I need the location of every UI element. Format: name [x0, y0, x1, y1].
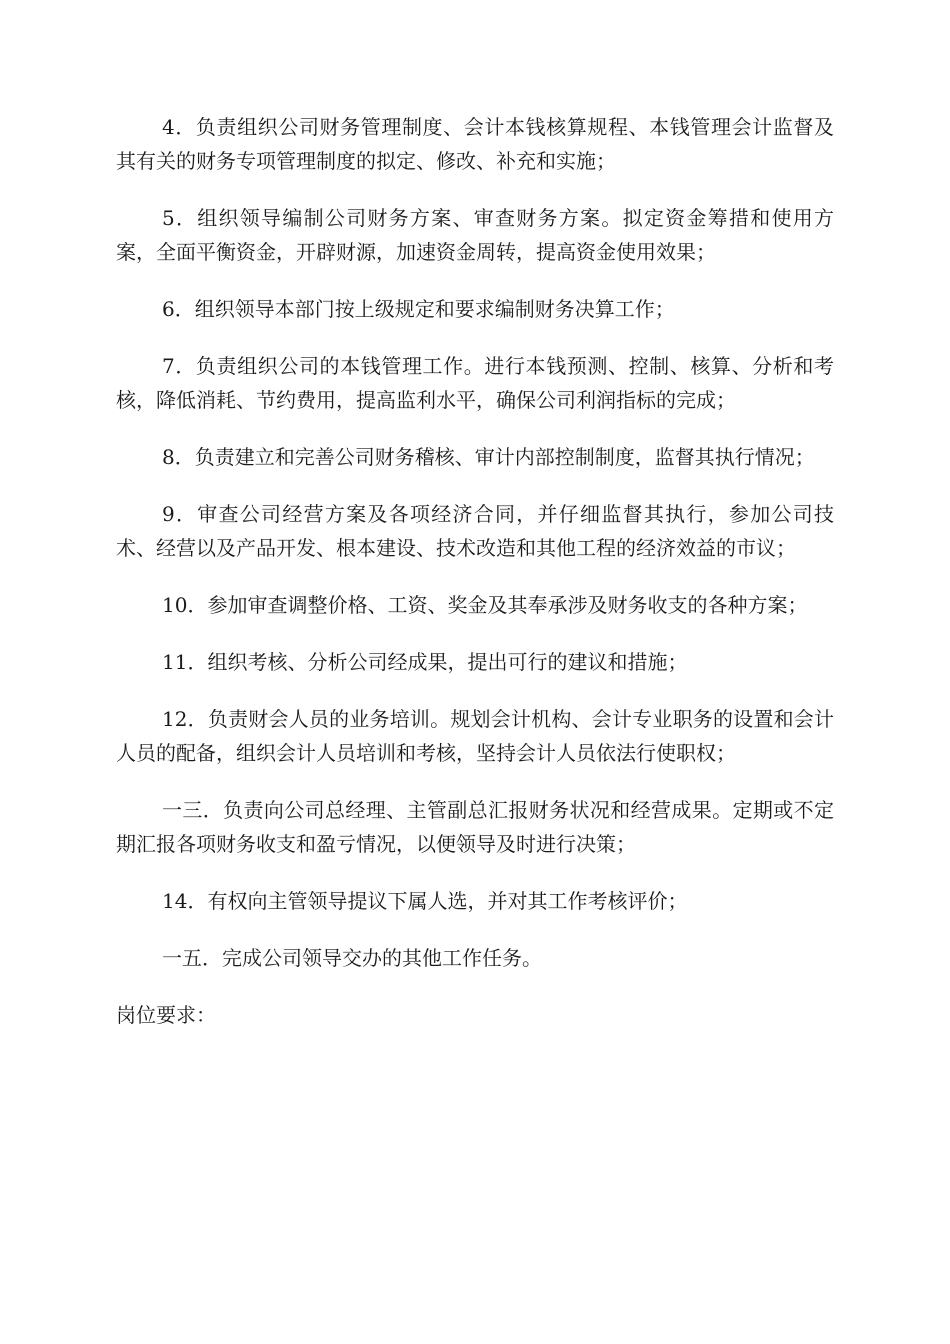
duty-item-15: 一五．完成公司领导交办的其他工作任务。	[162, 946, 542, 970]
duty-item-11: 11．组织考核、分析公司经成果，提出可行的建议和措施；	[162, 650, 688, 674]
document-body	[116, 110, 834, 1055]
duty-item-13: 一三．负责向公司总经理、主管副总汇报财务状况和经营成果。定期或不定期汇报各项财务收支和盈亏情况，以便领导及时进行决策；	[116, 798, 834, 856]
duty-item-9: 9．审查公司经营方案及各项经济合同，并仔细监督其执行，参加公司技术、经营以及产品开发、根本建设、技术改造和其他工程的经济效益的市议；	[116, 502, 834, 560]
duty-item-6: 6．组织领导本部门按上级规定和要求编制财务决算工作；	[162, 297, 675, 321]
section-heading-job-requirements: 岗位要求：	[116, 1003, 216, 1027]
duty-item-7: 7．负责组织公司的本钱管理工作。进行本钱预测、控制、核算、分析和考核，降低消耗、节约费用，提高监利水平，确保公司利润指标的完成；	[116, 354, 834, 412]
duty-item-12: 12．负责财会人员的业务培训。规划会计机构、会计专业职务的设置和会计人员的配备，组织会计人员培训和考核，坚持会计人员依法行使职权；	[116, 707, 834, 765]
duty-item-5: 5．组织领导编制公司财务方案、审查财务方案。拟定资金筹措和使用方案，全面平衡资金，开辟财源，加速资金周转，提高资金使用效果；	[116, 206, 834, 264]
duty-item-10: 10．参加审查调整价格、工资、奖金及其奉承涉及财务收支的各种方案；	[162, 593, 808, 617]
duty-item-8: 8．负责建立和完善公司财务稽核、审计内部控制制度，监督其执行情况；	[162, 445, 815, 469]
duty-item-4: 4．负责组织公司财务管理制度、会计本钱核算规程、本钱管理会计监督及其有关的财务专项管理制度的拟定、修改、补充和实施；	[116, 115, 834, 173]
duty-item-14: 14．有权向主管领导提议下属人选，并对其工作考核评价；	[162, 889, 688, 913]
